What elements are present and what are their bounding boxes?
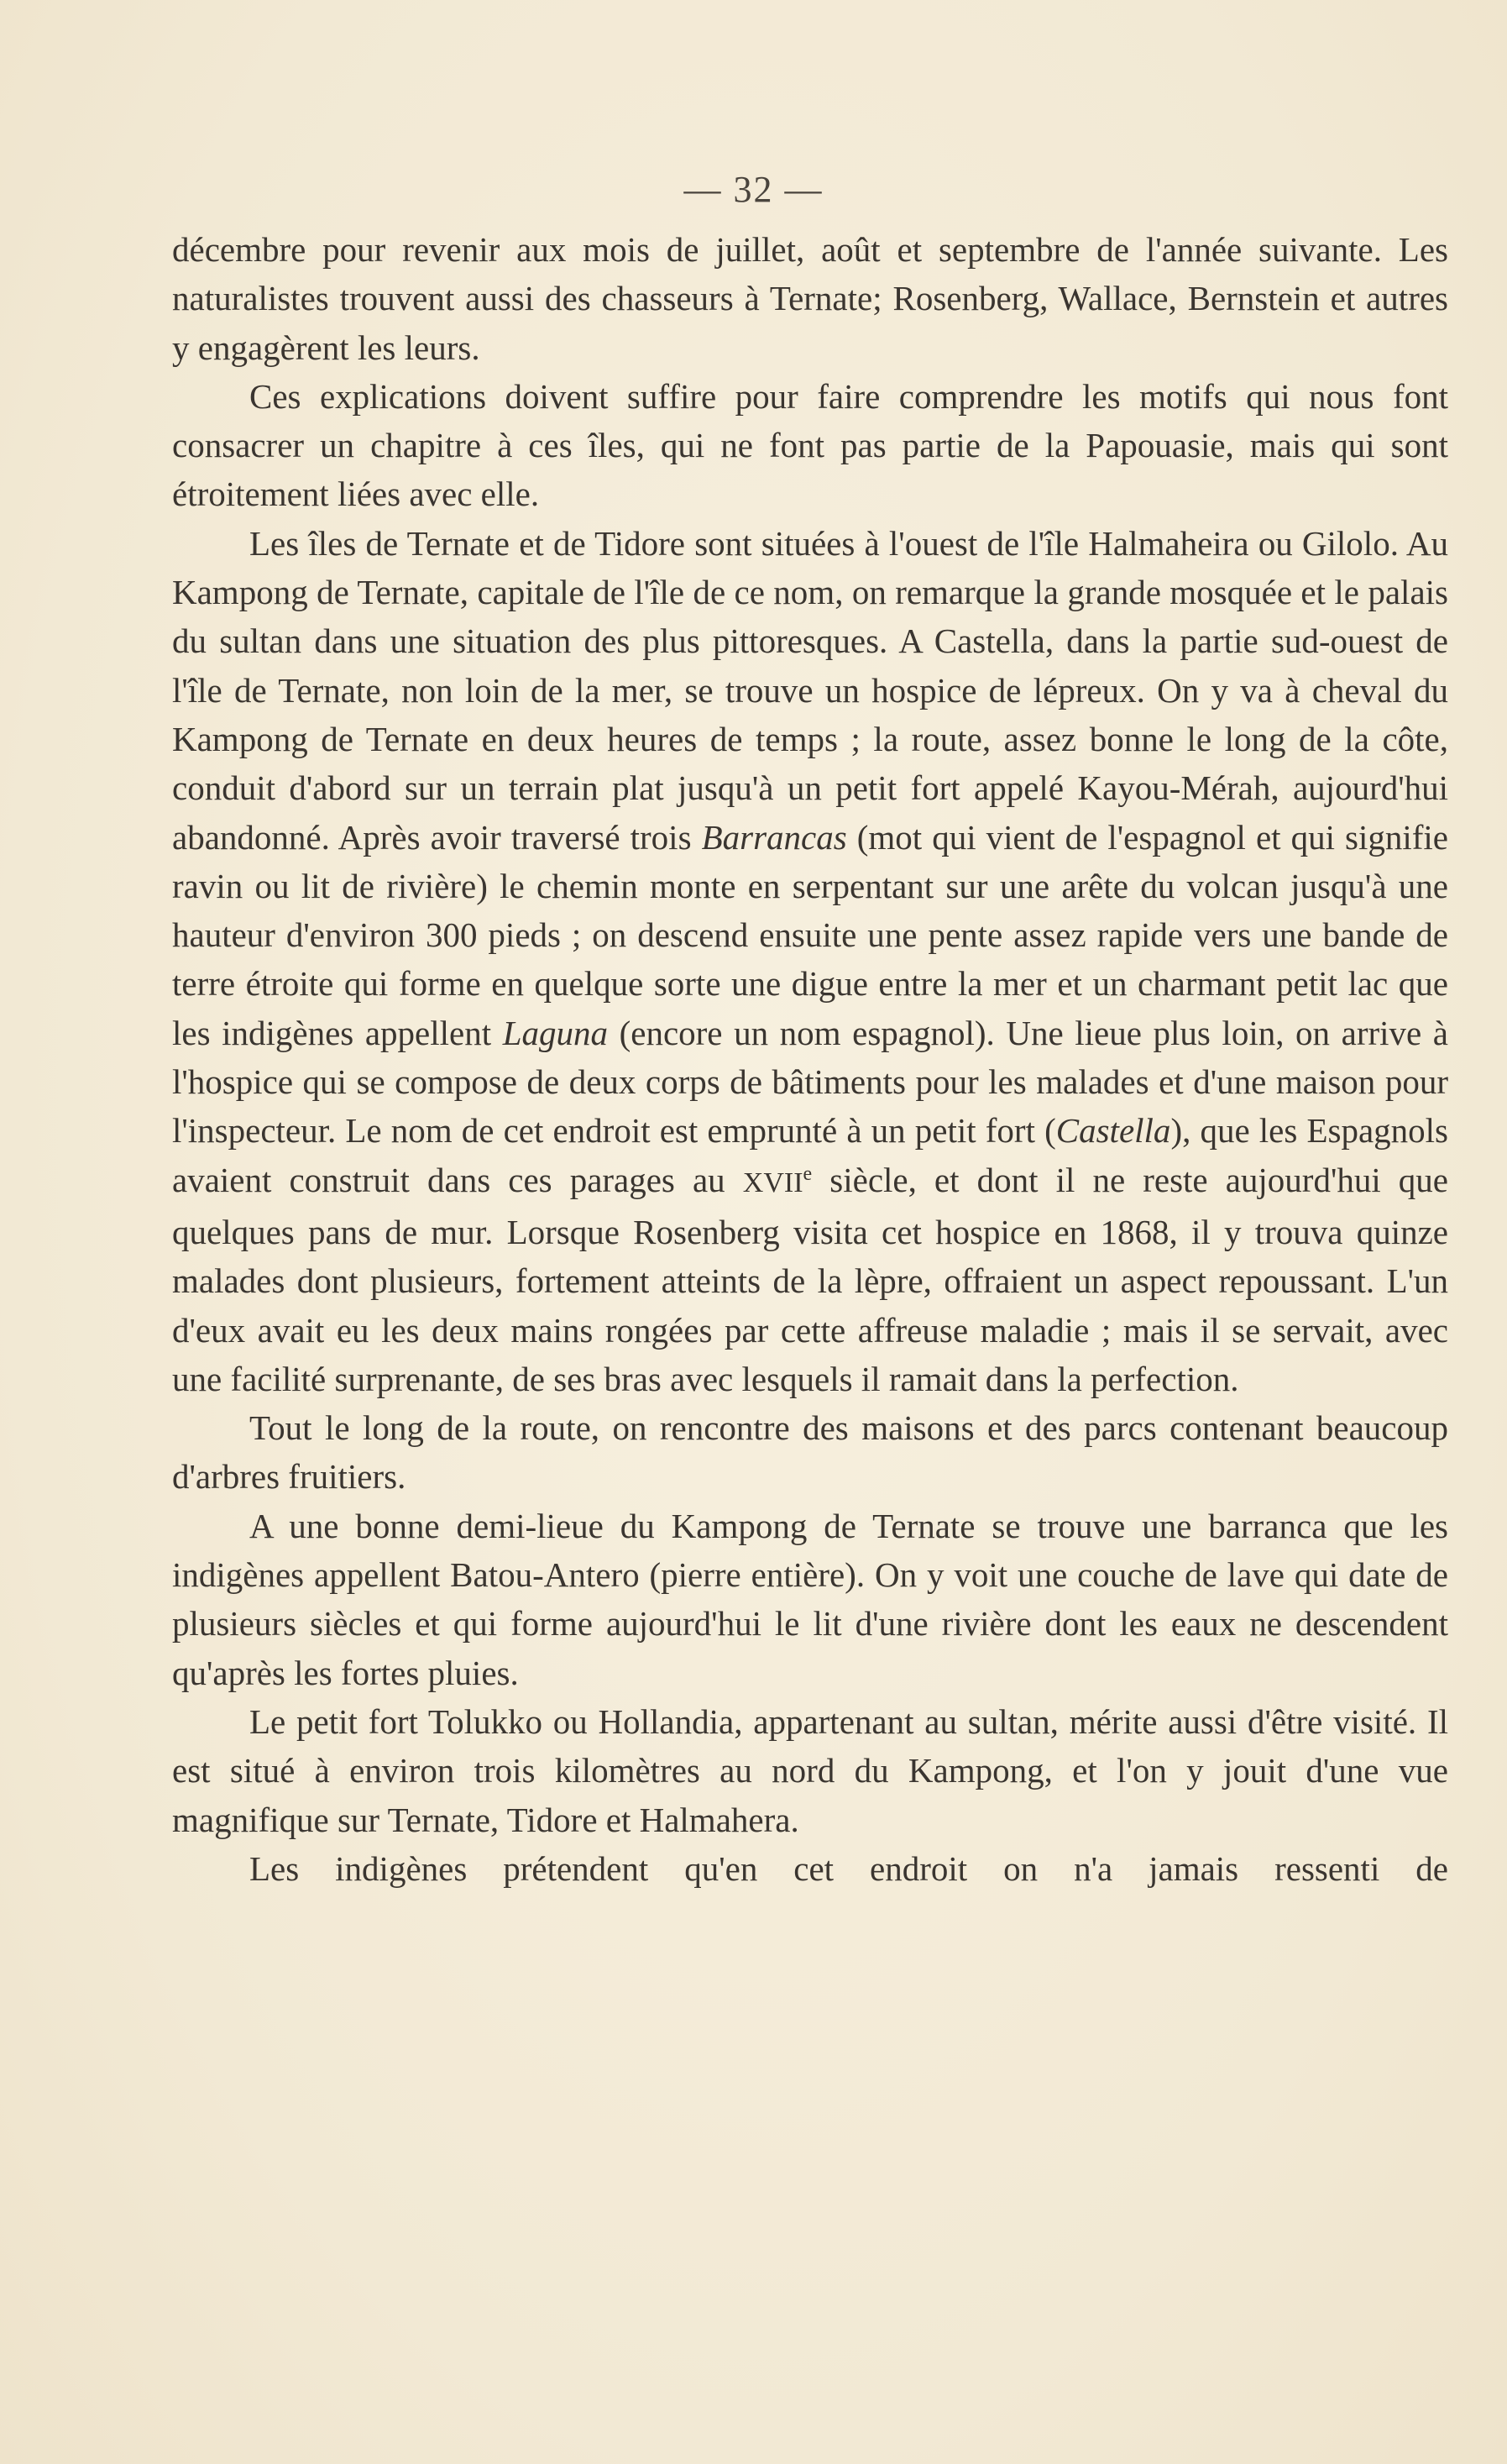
text-run: Les îles de Ternate et de Tidore sont situées à l'ouest de l'île Halmaheira ou Gilolo. Au Kampong de Ternate, capitale de l'île de ce nom, on remarque la grande mosquée et le palais du sultan dans une situation des plus pittoresques. A Castella, dans la partie sud-ouest de l'île de Ternate, non loin de la mer, se trouve un hospice de lépreux. On y va à cheval du Kampong de Ternate en deux heures de temps ; la route, assez bonne le long de la côte, conduit d'abord sur un terrain plat jusqu'à un petit fort appelé Kayou-Mérah, aujourd'hui abandonné. Après avoir traversé trois xyxy=(172,523,1448,857)
italic-term-laguna: Laguna xyxy=(502,1013,609,1052)
paragraph-fort-tolukko: Le petit fort Tolukko ou Hollandia, appartenant au sultan, mérite aussi d'être visité. Il est situé à environ trois kilomètres au nord du Kampong, et l'on y jouit d'une vue magnifique sur Ternate, Tidore et Halmahera. xyxy=(172,1701,1448,1839)
paragraph-continued: décembre pour revenir aux mois de juillet, août et septembre de l'année suivante. Les naturalistes trouvent aussi des chasseurs à Ternate; Rosenberg, Wallace, Bernstein et autres y engagèrent les leurs. xyxy=(172,230,1448,367)
italic-term-castella: Castella xyxy=(1055,1111,1171,1151)
paragraph-indigenes: Les indigènes prétendent qu'en cet endroit on n'a jamais ressenti de xyxy=(249,1848,1448,1888)
paragraph-ternate-tidore xyxy=(172,519,1448,1403)
century-numeral: XVII xyxy=(742,1166,803,1198)
century-superscript: e xyxy=(803,1162,813,1185)
paragraph-explanations: Ces explications doivent suffire pour faire comprendre les motifs qui nous font consacrer un chapitre à ces îles, qui ne font pas partie de la Papouasie, mais qui sont étroitement liées avec elle. xyxy=(172,376,1448,514)
text-run: (mot qui vient de l'espagnol et qui signifie ravin ou lit de rivière) le chemin monte en serpentant sur une arête du volcan jusqu'à une hauteur d'environ 300 pieds ; on descend ensuite une pente assez rapide vers une bande de terre étroite qui forme en quelque sorte une digue entre la mer et un charmant petit lac que les indigènes appellent xyxy=(172,817,1448,1052)
body-text xyxy=(172,225,1448,1893)
italic-term-barrancas: Barrancas xyxy=(701,817,847,857)
page-number: — 32 — xyxy=(683,169,824,210)
paragraph-barranca: A une bonne demi-lieue du Kampong de Ternate se trouve une barranca que les indigènes appellent Batou-Antero (pierre entière). On y voit une couche de lave qui date de plusieurs siècles et qui forme aujourd'hui le lit d'une rivière dont les eaux ne descendent qu'après les fortes pluies. xyxy=(172,1506,1448,1692)
text-run: (encore un nom espagnol). Une lieue plus loin, on arrive à l'hospice qui se compose de deux corps de bâtiments pour les malades et d'une maison pour l'inspecteur. Le nom de cet endroit est emprunté à un petit fort ( xyxy=(172,1013,1449,1151)
text-run: siècle, et dont il ne reste aujourd'hui que quelques pans de mur. Lorsque Rosenberg visita cet hospice en 1868, il y trouva quinze malades dont plusieurs, fortement atteints de la lèpre, offraient un aspect repoussant. L'un d'eux avait eu les deux mains rongées par cette affreuse maladie ; mais il se servait, avec une facilité surprenante, de ses bras avec lesquels il ramait dans la perfection. xyxy=(172,1160,1449,1398)
text-run: ), que les Espagnols avaient construit dans ces parages au xyxy=(172,1111,1448,1199)
paragraph-route: Tout le long de la route, on rencontre des maisons et des parcs contenant beaucoup d'arbres fruitiers. xyxy=(172,1408,1448,1497)
